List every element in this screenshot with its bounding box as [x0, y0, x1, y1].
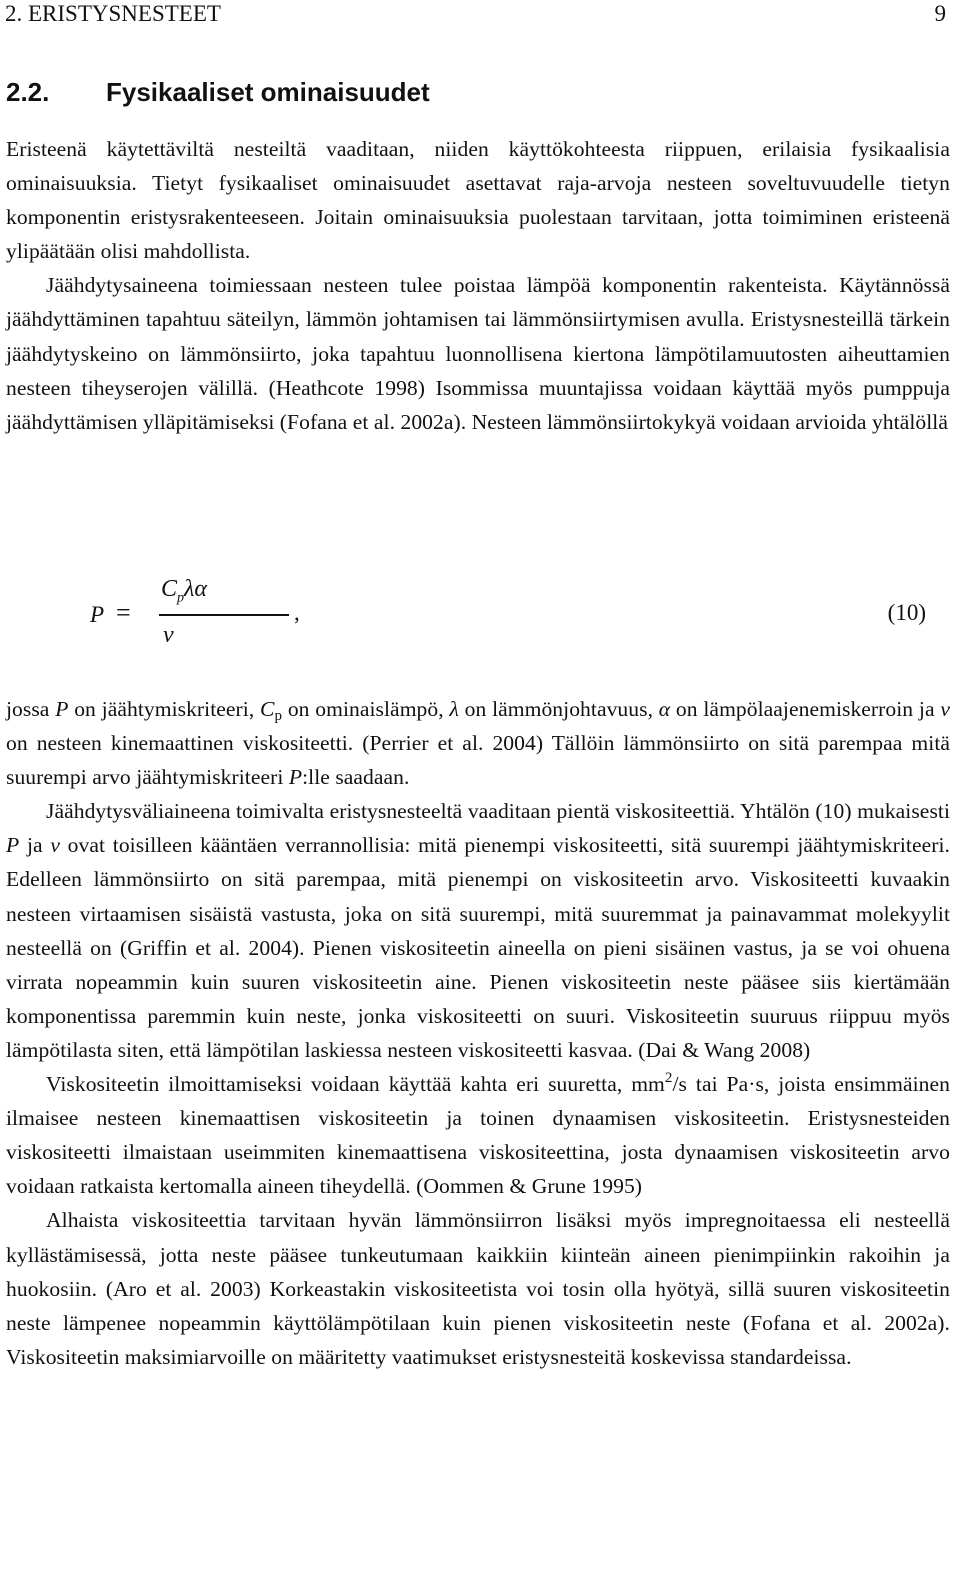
symbol-C: C — [161, 576, 178, 602]
equation-comma: , — [294, 600, 300, 625]
section-heading — [6, 76, 430, 108]
symbol-p-subscript: p — [177, 590, 185, 606]
paragraph-viscosity: Jäähdytysväliaineena toimivalta eristysnesteeltä vaaditaan pientä viskositeettiä. Yhtälön (10) mukaisesti P ja v ovat toisilleen kääntäen verrannollisia: mitä pienempi viskositeetti, sitä suurempi jäähtymiskriteeri. Edelleen lämmönsiirto on sitä parempaa, mitä pienempi on viskositeetin arvo. Viskositeetti kuvaakin nesteen virtaamisen sisäistä vastusta, joka on sitä suurempi, mitä suuremmat ja painavammat molekyylit nesteellä on (Griffin et al. 2004). Pienen viskositeetin aineella on pieni sisäinen vastus, ja se voi ohuena virrata nopeammin kuin suuren viskositeetin aine. Pienen viskositeetin neste pääsee siis kiertämään komponentissa paremmin kuin neste, jonka viskositeetti on suuri. Viskositeetin suuruus riippuu myös lämpötilasta siten, että lämpötilan laskiessa nesteen viskositeetti kasvaa. (Dai & Wang 2008) — [6, 799, 950, 1062]
paragraph-viscosity-units: Viskositeetin ilmoittamiseksi voidaan käyttää kahta eri suuretta, $mm^2/s$ tai Pa·s, joista ensimmäinen ilmaisee nesteen kinemaattisen viskositeetin ja toinen dynaamisen viskositeetin. Eristysnesteiden viskositeetti ilmaistaan useimmiten kinemaattisena viskositeettina, josta dynaamisen viskositeetin arvo voidaan ratkaista kertomalla aineen tiheydellä. (Oommen & Grune 1995) — [6, 1070, 950, 1199]
equation-10 — [90, 574, 950, 664]
chapter-title: 2. ERISTYSNESTEET — [5, 1, 221, 26]
equation-lhs: P — [90, 602, 105, 627]
page-number: 9 — [934, 1, 946, 26]
paragraph-low-viscosity: Alhaista viskositeettia tarvitaan hyvän lämmönsiirron lisäksi myös impregnoitaessa eli nesteellä kyllästämisessä, jotta neste pääsee tunkeutumaan kaikkiin kiinteän aineen pienimpiinkin rakoihin ja huokosiin. (Aro et al. 2003) Korkeastakin viskositeetista voi tosin olla hyötyä, sillä suuren viskositeetin neste lämpenee nopeammin käyttölämpötilaan kuin pienen viskositeetin neste (Fofana et al. 2002a). Viskositeetin maksimiarvoille on määritetty vaatimukset eristysnesteitä koskevissa standardeissa. — [6, 1208, 950, 1369]
equation-numerator — [161, 576, 207, 607]
equation-number: (10) — [887, 600, 926, 625]
running-head — [5, 0, 946, 28]
symbol-lambda-alpha: λα — [184, 576, 208, 602]
fraction-bar — [159, 614, 289, 616]
section-title-text: Fysikaaliset ominaisuudet — [106, 77, 430, 107]
paragraph-equation-explanation: jossa P on jäähtymiskriteeri, $C_p$ on ominaislämpö, λ on lämmönjohtavuus, α on lämpölaajenemiskerroin ja v on nesteen kinemaattinen viskositeetti. (Perrier et al. 2004) Tällöin lämmönsiirto on sitä parempaa mitä suurempi arvo jäähtymiskriteeri P:lle saadaan. — [6, 697, 950, 790]
paragraph-cooling: Jäähdytysaineena toimiessaan nesteen tulee poistaa lämpöä komponentin rakenteista. Käytännössä jäähdyttäminen tapahtuu säteilyn, lämmön johtamisen tai lämmönsiirtymisen avulla. Eristysnesteillä tärkein jäähdytyskeino on lämmönsiirto, joka tapahtuu luonnollisena kiertona lämpötilamuutosten aiheuttamien nesteen tiheyserojen välillä. (Heathcote 1998) Isommissa muuntajissa voidaan käyttää myös pumppuja jäähdyttämisen ylläpitämiseksi (Fofana et al. 2002a). Nesteen lämmönsiirtokykyä voidaan arvioida yhtälöllä — [6, 273, 950, 434]
text-block-bottom — [6, 692, 950, 1374]
section-number: 2.2. — [6, 77, 50, 107]
equation-denominator: v — [163, 622, 174, 648]
paragraph-intro: Eristeenä käytettäviltä nesteiltä vaaditaan, niiden käyttökohteesta riippuen, erilaisia fysikaalisia ominaisuuksia. Tietyt fysikaaliset ominaisuudet asettavat raja-arvoja nesteen soveltuvuudelle tietyn komponentin eristysrakenteeseen. Joitain ominaisuuksia puolestaan tarvitaan, jotta toimiminen eristeenä ylipäätään olisi mahdollista. — [6, 137, 950, 264]
equation-equals: = — [116, 598, 131, 627]
text-block-top — [6, 132, 950, 439]
